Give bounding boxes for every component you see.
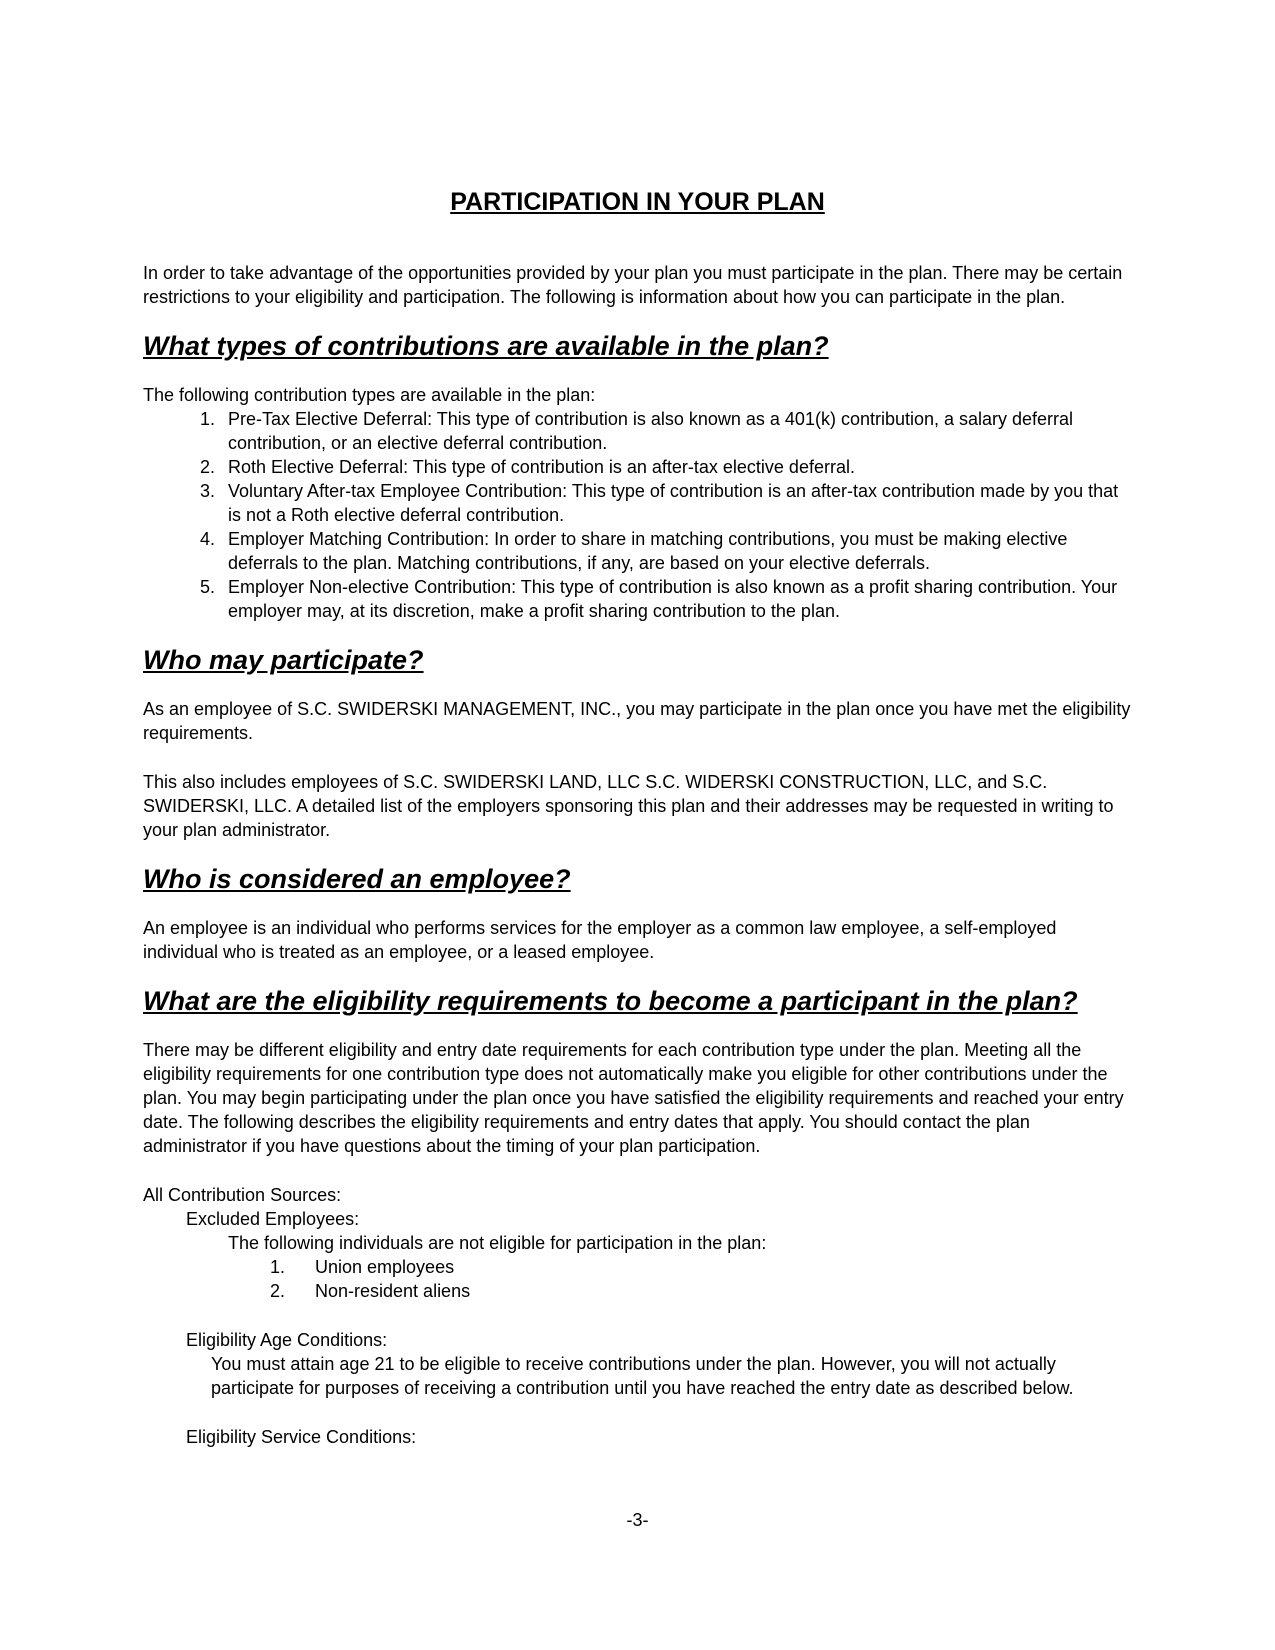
list-item: Union employees (315, 1257, 455, 1277)
list-item: Employer Non-elective Contribution: This type of contribution is also known as a profit sharing contribution. Your employer may, at its discretion, make a profit sharing contribution to the plan. (228, 577, 1118, 621)
who-may-participate-paragraph-2: This also includes employees of S.C. SWIDERSKI LAND, LLC S.C. WIDERSKI CONSTRUCTION, LLC, and S.C. SWIDERSKI, LLC. A detailed list of the employers sponsoring this plan and their addresses may be requested in writing to your plan administrator. (143, 772, 1114, 840)
intro-paragraph: In order to take advantage of the opportunities provided by your plan you must participate in the plan. There may be certain restrictions to your eligibility and participation. The following is information about how you can participate in the plan. (143, 263, 1123, 307)
who-is-employee-paragraph: An employee is an individual who performs services for the employer as a common law employee, a self-employed individual who is treated as an employee, or a leased employee. (143, 918, 1057, 962)
page-title: PARTICIPATION IN YOUR PLAN (450, 188, 825, 216)
list-item: Employer Matching Contribution: In order to share in matching contributions, you must be making elective deferrals to the plan. Matching contributions, if any, are based on your elective deferrals. (228, 529, 1068, 573)
list-item: Voluntary After-tax Employee Contribution: This type of contribution is an after-tax contribution made by you that is not a Roth elective deferral contribution. (228, 481, 1119, 525)
eligibility-age-label: Eligibility Age Conditions: (186, 1330, 388, 1350)
heading-contribution-types: What types of contributions are available in the plan? (143, 331, 829, 361)
eligibility-paragraph: There may be different eligibility and entry date requirements for each contribution type under the plan. Meeting all the eligibility requirements for one contribution type does not automatically make you eligible for other contributions under the plan. You may begin participating under the plan once you have satisfied the eligibility requirements and reached your entry date. The following describes the eligibility requirements and entry dates that apply. You should contact the plan administrator if you have questions about the timing of your plan participation. (143, 1040, 1124, 1156)
all-contribution-sources-label: All Contribution Sources: (143, 1185, 342, 1205)
heading-eligibility-requirements: What are the eligibility requirements to become a participant in the plan? (143, 986, 1078, 1016)
contribution-types-lead: The following contribution types are available in the plan: (143, 385, 596, 405)
list-item: Roth Elective Deferral: This type of contribution is an after-tax elective deferral. (228, 457, 855, 477)
heading-who-is-employee: Who is considered an employee? (143, 864, 571, 894)
eligibility-age-text: You must attain age 21 to be eligible to receive contributions under the plan. However, you will not actually participate for purposes of receiving a contribution until you have reached the entry date as described below. (211, 1354, 1074, 1398)
who-may-participate-paragraph-1: As an employee of S.C. SWIDERSKI MANAGEMENT, INC., you may participate in the plan once you have met the eligibility requirements. (143, 699, 1131, 743)
page-number: -3- (626, 1510, 649, 1530)
document-content (143, 188, 1132, 1449)
heading-who-may-participate: Who may participate? (143, 645, 424, 675)
list-item: Non-resident aliens (315, 1281, 471, 1301)
list-item: Pre-Tax Elective Deferral: This type of contribution is also known as a 401(k) contribution, a salary deferral contribution, or an elective deferral contribution. (228, 409, 1074, 453)
excluded-employees-lead: The following individuals are not eligible for participation in the plan: (228, 1233, 767, 1253)
contribution-types-list (143, 407, 1132, 623)
eligibility-service-label: Eligibility Service Conditions: (186, 1427, 417, 1447)
excluded-employees-label: Excluded Employees: (186, 1209, 360, 1229)
excluded-employees-list (143, 1255, 1132, 1303)
